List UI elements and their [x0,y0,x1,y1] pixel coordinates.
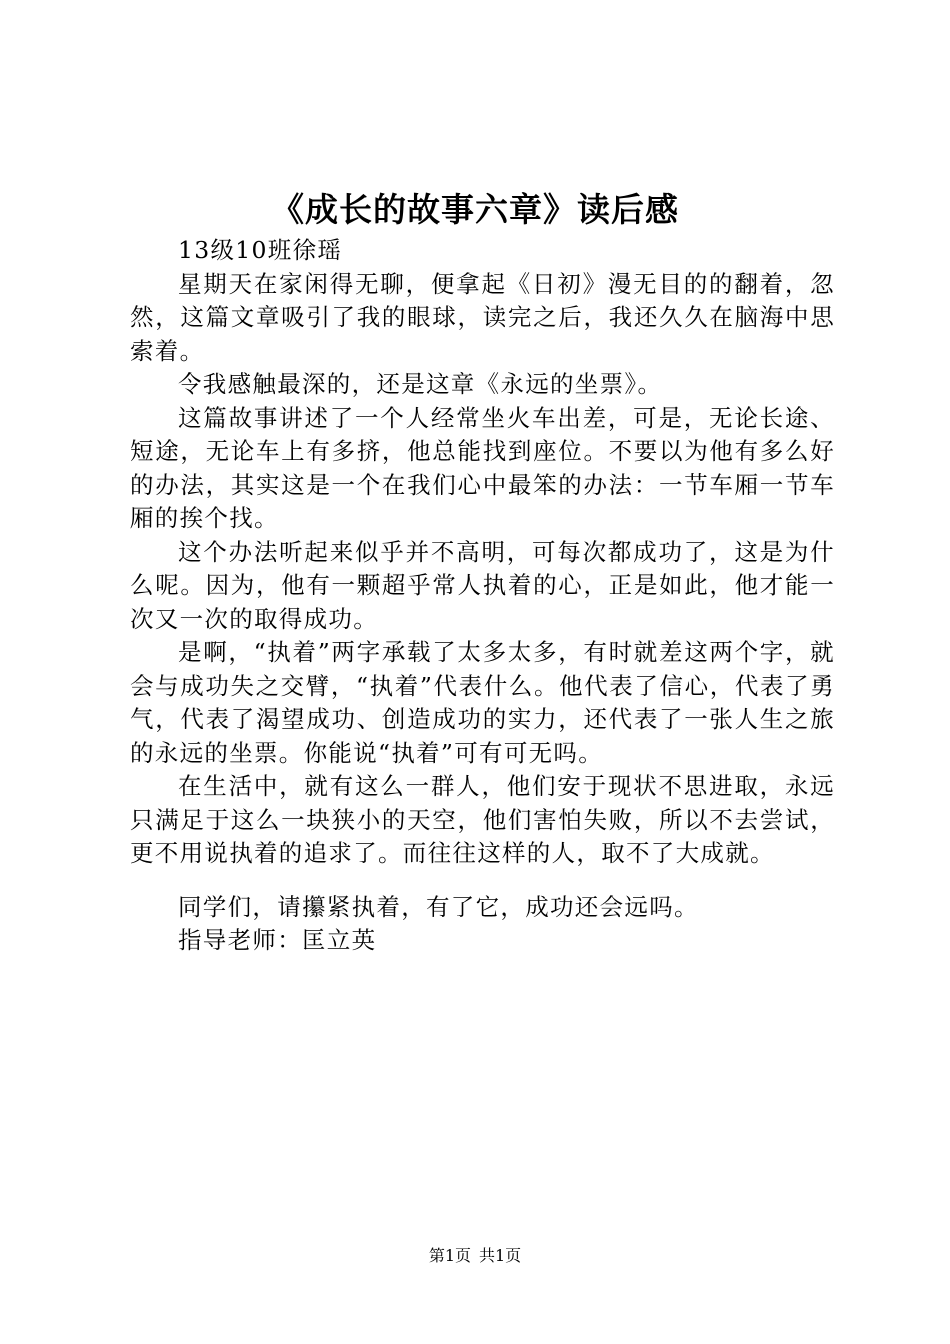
teacher-line: 指导老师：匡立英 [178,926,377,954]
document-body [130,234,835,958]
author-line: 13级10班徐瑶 [178,236,343,264]
paragraph: 这篇故事讲述了一个人经常坐火车出差，可是，无论长途、短途，无论车上有多挤，他总能找到座位。不要以为他有多么好的办法，其实这是一个在我们心中最笨的办法：一节车厢一节车厢的挨个找。 [130,403,835,532]
paragraph: 令我感触最深的，还是这章《永远的坐票》。 [178,370,663,398]
closing-paragraph: 同学们，请攥紧执着，有了它，成功还会远吗。 [178,892,699,921]
page-footer [0,1244,950,1268]
paragraph: 是啊，“执着”两字承载了太多太多，有时就差这两个字，就会与成功失之交臂，“执着”代表什么。他代表了信心，代表了勇气，代表了渴望成功、创造成功的实力，还代表了一张人生之旅的永远的坐票。你能说“执着”可有可无吗。 [130,638,835,767]
paragraph: 在生活中，就有这么一群人，他们安于现状不思进取，永远只满足于这么一块狭小的天空，他们害怕失败，所以不去尝试，更不用说执着的追求了。而往往这样的人，取不了大成就。 [130,772,835,867]
page-total: 共1页 [479,1246,522,1265]
page-number: 第1页 [428,1246,471,1265]
paragraph: 这个办法听起来似乎并不高明，可每次都成功了，这是为什么呢。因为，他有一颗超乎常人执着的心，正是如此，他才能一次又一次的取得成功。 [130,537,835,633]
paragraph: 星期天在家闲得无聊，便拿起《日初》漫无目的的翻着，忽然，这篇文章吸引了我的眼球，读完之后，我还久久在脑海中思索着。 [130,269,835,365]
document-title: 《成长的故事六章》读后感 [271,190,679,229]
